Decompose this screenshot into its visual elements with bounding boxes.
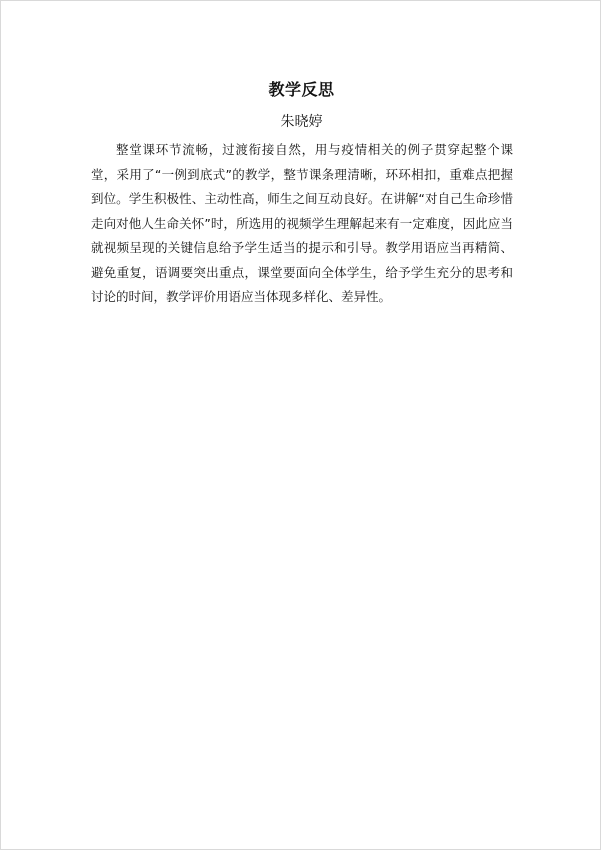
document-title: 教学反思 <box>268 80 335 99</box>
body-paragraph: 整堂课环节流畅，过渡衔接自然，用与疫情相关的例子贯穿起整个课堂，采用了“一例到底式”的教学，整节课条理清晰，环环相扣，重难点把握到位。学生积极性、主动性高，师生之间互动良好。在讲解“对自己生命珍惜走向对他人生命关怀”时，所选用的视频学生理解起来有一定难度，因此应当就视频呈现的关键信息给予学生适当的提示和引导。教学用语应当再精简、避免重复，语调要突出重点，课堂要面向全体学生，给予学生充分的思考和讨论的时间，教学评价用语应当体现多样化、差异性。 <box>91 142 513 304</box>
document-author: 朱晓婷 <box>280 114 323 130</box>
